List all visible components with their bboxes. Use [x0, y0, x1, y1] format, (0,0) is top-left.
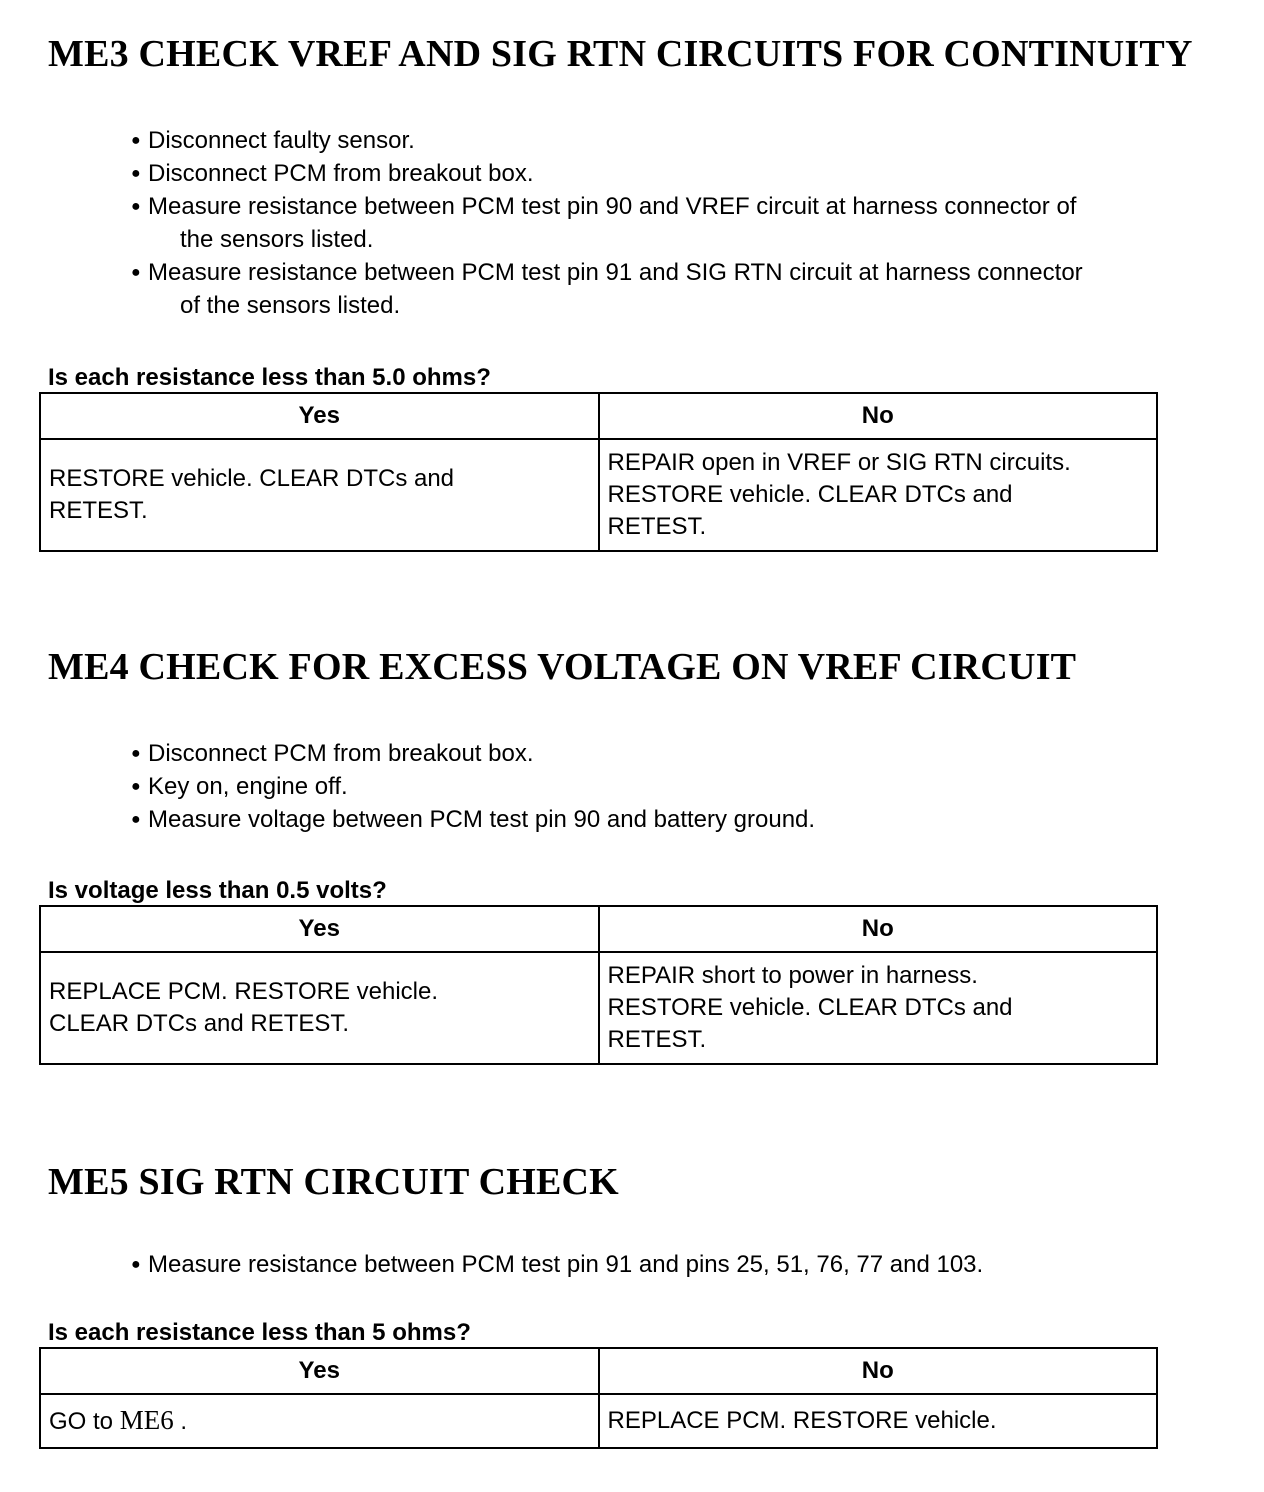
answer-table — [39, 392, 1158, 552]
no-header: No — [599, 1348, 1158, 1394]
step-list — [131, 124, 1241, 322]
answer-table — [39, 1347, 1158, 1449]
yes-header: Yes — [40, 906, 599, 952]
section-heading: ME5 SIG RTN CIRCUIT CHECK — [48, 1161, 619, 1203]
step-item: ● Measure resistance between PCM test pin 90 and VREF circuit at harness connector of the sensors listed. — [131, 190, 1241, 256]
step-item: ● Measure voltage between PCM test pin 90 and battery ground. — [131, 803, 1241, 836]
question-text: Is voltage less than 0.5 volts? — [48, 877, 387, 904]
bullet-icon: ● — [131, 264, 141, 281]
step-item: ● Measure resistance between PCM test pin 91 and pins 25, 51, 76, 77 and 103. — [131, 1248, 1241, 1281]
section-heading: ME4 CHECK FOR EXCESS VOLTAGE ON VREF CIRCUIT — [48, 646, 1077, 688]
step-item: ● Disconnect faulty sensor. — [131, 124, 1241, 157]
section-me4 — [0, 643, 1264, 1065]
bullet-icon: ● — [131, 198, 141, 215]
no-header: No — [599, 393, 1158, 439]
step-list — [131, 1248, 1241, 1281]
no-header: No — [599, 906, 1158, 952]
yes-header: Yes — [40, 1348, 599, 1394]
section-me5 — [0, 1158, 1264, 1449]
bullet-icon: ● — [131, 778, 141, 795]
yes-action: GO to ME6 . — [40, 1394, 599, 1448]
bullet-icon: ● — [131, 1256, 141, 1273]
bullet-icon: ● — [131, 165, 141, 182]
step-item: ● Key on, engine off. — [131, 770, 1241, 803]
bullet-icon: ● — [131, 132, 141, 149]
section-heading: ME3 CHECK VREF AND SIG RTN CIRCUITS FOR CONTINUITY — [48, 33, 1193, 75]
bullet-icon: ● — [131, 745, 141, 762]
no-action: REPLACE PCM. RESTORE vehicle. — [599, 1394, 1158, 1448]
no-action: REPAIR short to power in harness. RESTORE vehicle. CLEAR DTCs and RETEST. — [599, 952, 1158, 1064]
step-item: ● Measure resistance between PCM test pin 91 and SIG RTN circuit at harness connector of the sensors listed. — [131, 256, 1241, 322]
step-item: ● Disconnect PCM from breakout box. — [131, 157, 1241, 190]
yes-action: REPLACE PCM. RESTORE vehicle. CLEAR DTCs and RETEST. — [40, 952, 599, 1064]
yes-action: RESTORE vehicle. CLEAR DTCs and RETEST. — [40, 439, 599, 551]
section-me3 — [0, 30, 1264, 552]
question-text: Is each resistance less than 5 ohms? — [48, 1319, 471, 1346]
me6-link[interactable]: ME6 — [119, 1405, 174, 1435]
yes-header: Yes — [40, 393, 599, 439]
question-text: Is each resistance less than 5.0 ohms? — [48, 364, 491, 391]
step-list — [131, 737, 1241, 836]
bullet-icon: ● — [131, 811, 141, 828]
no-action: REPAIR open in VREF or SIG RTN circuits. RESTORE vehicle. CLEAR DTCs and RETEST. — [599, 439, 1158, 551]
answer-table — [39, 905, 1158, 1065]
step-item: ● Disconnect PCM from breakout box. — [131, 737, 1241, 770]
